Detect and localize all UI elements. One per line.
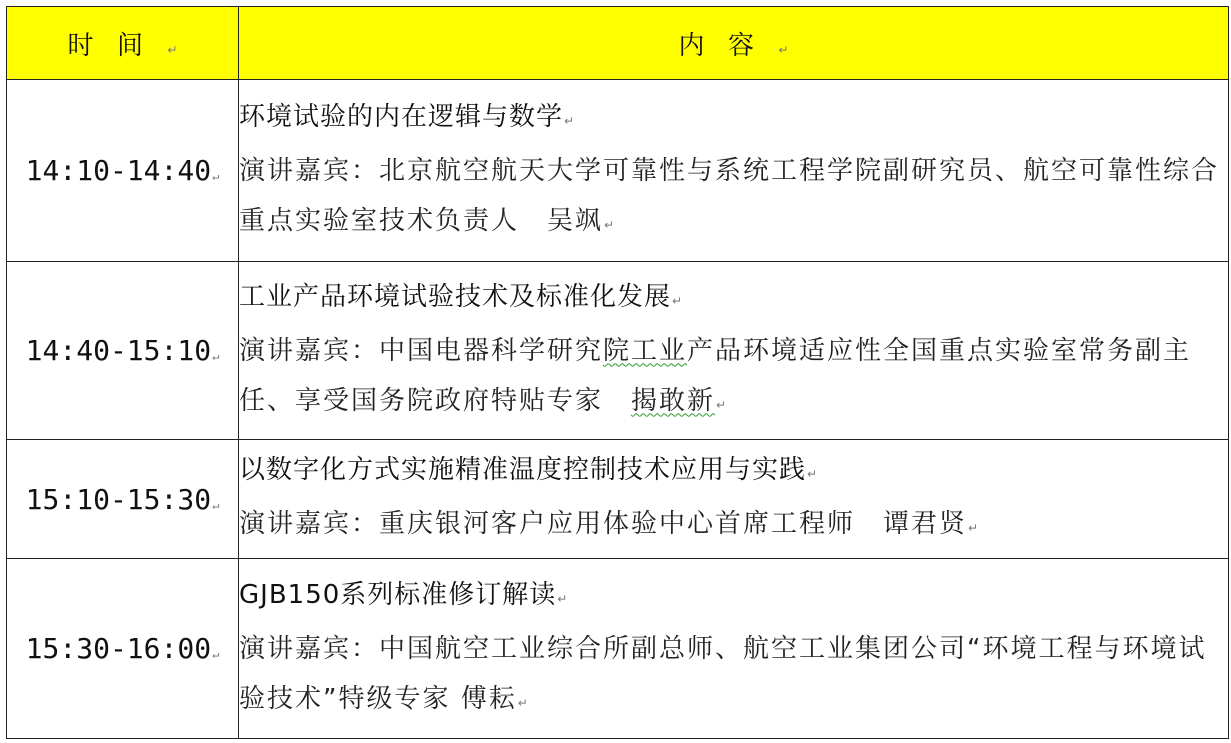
header-time: 时间↵ bbox=[7, 7, 239, 80]
content-cell bbox=[239, 262, 1229, 440]
talk-speaker: 演讲嘉宾：重庆银河客户应用体验中心首席工程师 谭君贤↵ bbox=[239, 509, 981, 539]
talk-speaker: 演讲嘉宾：北京航空航天大学可靠性与系统工程学院副研究员、航空可靠性综合重点实验室技术负责人 吴飒↵ bbox=[239, 155, 1220, 236]
table-row bbox=[7, 262, 1229, 440]
table-row bbox=[7, 559, 1229, 739]
header-content: 内容↵ bbox=[239, 7, 1229, 80]
content-cell bbox=[239, 80, 1229, 262]
time-cell: 15:30-16:00↵ bbox=[7, 559, 239, 739]
table-row bbox=[7, 80, 1229, 262]
talk-speaker: 演讲嘉宾：中国电器科学研究院工业产品环境适应性全国重点实验室常务副主任、享受国务院政府特贴专家 揭敢新↵ bbox=[239, 335, 1192, 416]
time-cell: 14:40-15:10↵ bbox=[7, 262, 239, 440]
spellcheck-mark: 院工业 bbox=[603, 335, 688, 366]
table-row bbox=[7, 440, 1229, 559]
spellcheck-mark: 揭敢新 bbox=[631, 385, 716, 416]
content-cell bbox=[239, 559, 1229, 739]
talk-title: 工业产品环境试验技术及标准化发展↵ bbox=[239, 281, 684, 312]
schedule-table bbox=[6, 6, 1229, 739]
header-row bbox=[7, 7, 1229, 80]
time-cell: 14:10-14:40↵ bbox=[7, 80, 239, 262]
talk-title: GJB150系列标准修订解读↵ bbox=[239, 579, 569, 610]
talk-title: 环境试验的内在逻辑与数学↵ bbox=[239, 101, 576, 132]
time-cell: 15:10-15:30↵ bbox=[7, 440, 239, 559]
talk-speaker: 演讲嘉宾：中国航空工业综合所副总师、航空工业集团公司“环境工程与环境试验技术”特级专家 傅耘↵ bbox=[239, 633, 1207, 714]
talk-title: 以数字化方式实施精准温度控制技术应用与实践↵ bbox=[239, 455, 819, 485]
content-cell bbox=[239, 440, 1229, 559]
